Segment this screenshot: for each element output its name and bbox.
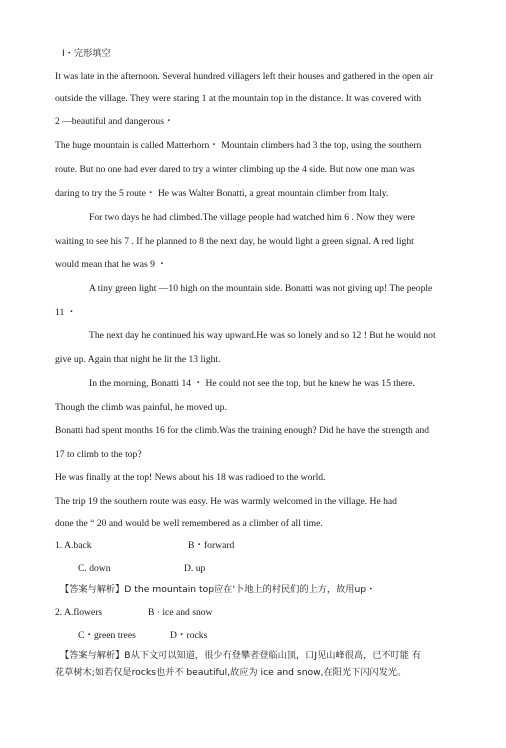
q1-answer: 【答案与解析】D the mountain top应在'卜地上的村民们的上方，故用up・ [60,584,376,595]
q1-option-b: B・forward [188,540,235,551]
q1-option-d: D. up [184,563,206,574]
passage-line: For two days he had climbed.The village people had watched him 6 . Now they were [89,212,415,223]
q2-option-b: B · ice and snow [148,607,213,618]
passage-line: The trip 19 the southern route was easy. He was warmly welcomed in the village. He had [55,496,397,507]
passage-line: 11 ・ [55,307,77,318]
q2-answer-line2: 花草树木;如若仅是rocks也并不 beautiful,故应为 ice and snow,在阳光下闪闪发光。 [55,667,407,678]
passage-line: Though the climb was painful, he moved up. [55,402,227,413]
passage-line: A tiny green light —10 high on the mountain side. Bonatti was not giving up! The people [89,283,433,294]
passage-line: Bonatti had spent months 16 for the climb.Was the training enough? Did he have the strength and [55,425,430,436]
passage-line: daring to try the 5 route・ He was Walter Bonatti, a great mountain climber from Italy. [55,188,389,199]
q1-option-c: C. down [78,563,111,574]
q2-option-c: C・green trees [78,630,136,641]
passage-line: In the morning, Bonatti 14 ・ He could not see the top, but he knew he was 15 there. [89,378,415,389]
section-heading: Ⅰ・完形填空 [62,48,111,59]
passage-line: route. But no one had ever dared to try a winter climbing up the 4 side. But now one man was [55,164,415,175]
passage-line: done the “ 20 and would be well remembered as a climber of all time. [55,518,323,529]
q2-option-a: 2. A.flowers [55,607,103,618]
passage-line: give up. Again that night he lit the 13 light. [55,354,221,365]
q2-option-d: D・rocks [170,630,208,641]
passage-line: 2 —beautiful and dangerous・ [55,116,174,127]
q1-option-a: 1. A.back [55,540,92,551]
passage-line: The huge mountain is called Matterhorn・ Mountain climbers had 3 the top, using the southern [55,140,422,151]
q2-answer-line1: 【答案与解析】B从下文可以知道，很少冇登攀者登临山顶，口J见山峰很高，已不叮能 有 [60,650,422,661]
passage-line: outside the village. They were staring 1 at the mountain top in the distance. It was covered with [55,93,422,104]
passage-line: waiting to see his 7 . If he planned to 8 the next day, he would light a green signal. A red light [55,236,414,247]
passage-line: He was finally at the top! News about his 18 was radioed to the world. [55,472,326,483]
passage-line: The next day he continued his way upward.He was so lonely and so 12 ! But he would not [89,330,436,341]
passage-line: 17 to climb to the top? [55,449,142,460]
passage-line: It was late in the afternoon. Several hundred villagers left their houses and gathered in the open air [55,71,434,82]
passage-line: would mean that he was 9 ・ [55,259,167,270]
